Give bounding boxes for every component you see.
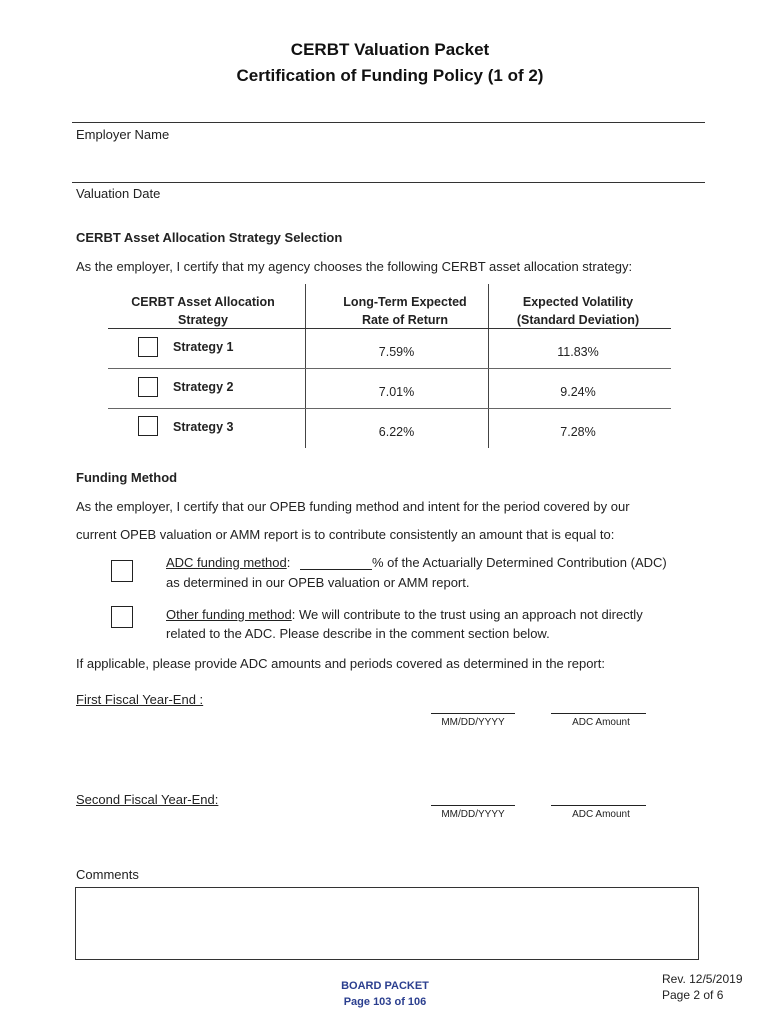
adc-method-line-2: as determined in our OPEB valuation or AMM report. [166, 575, 470, 590]
first-date-caption: MM/DD/YYYY [441, 717, 505, 728]
first-date-input[interactable] [431, 713, 515, 714]
strategy-3-volatility: 7.28% [560, 425, 596, 439]
other-method-line-1 [166, 607, 643, 622]
strategy-2-volatility: 9.24% [560, 385, 596, 399]
strategy-3-rate: 6.22% [378, 425, 415, 439]
employer-name-field[interactable] [180, 150, 700, 174]
page-subtitle: Certification of Funding Policy (1 of 2) [236, 66, 544, 85]
first-amount-caption: ADC Amount [572, 717, 630, 728]
other-method-line-2: related to the ADC. Please describe in the comment section below. [166, 626, 550, 641]
first-fiscal-year-label: First Fiscal Year-End : [76, 692, 204, 707]
adc-percent-input[interactable] [300, 555, 372, 570]
funding-method-intro-1: As the employer, I certify that our OPEB funding method and intent for the period covered by our [76, 499, 630, 514]
table-row-rule [108, 408, 671, 409]
strategy-heading: CERBT Asset Allocation Strategy Selection [76, 230, 343, 245]
column-header-rate-line1: Long-Term Expected [343, 295, 467, 309]
other-method-label: Other funding method [166, 607, 292, 622]
column-header-rate-line2: Rate of Return [361, 313, 449, 327]
strategy-2-rate: 7.01% [378, 385, 415, 399]
other-method-checkbox[interactable] [111, 606, 133, 628]
table-row-rule [108, 368, 671, 369]
employer-name-rule [72, 182, 705, 183]
board-packet-label: BOARD PACKET [341, 980, 429, 992]
employer-name-label: Employer Name [76, 127, 170, 142]
adc-method-line-1 [166, 555, 667, 570]
column-header-strategy [108, 293, 298, 329]
comments-box[interactable] [75, 887, 699, 960]
strategy-1-checkbox[interactable] [138, 337, 158, 357]
strategy-3-checkbox[interactable] [138, 416, 158, 436]
other-method-text: : We will contribute to the trust using an approach not directly [291, 607, 643, 622]
comments-label: Comments [76, 867, 139, 882]
adc-amounts-intro: If applicable, please provide ADC amounts and periods covered as determined in the report: [76, 656, 605, 671]
column-header-strategy-line2: Strategy [177, 313, 229, 327]
second-date-input[interactable] [431, 805, 515, 806]
second-amount-caption: ADC Amount [572, 809, 630, 820]
strategy-1-rate: 7.59% [378, 345, 415, 359]
column-header-strategy-line1: CERBT Asset Allocation [131, 295, 275, 309]
column-header-volatility-line1: Expected Volatility [522, 295, 634, 309]
funding-method-heading: Funding Method [76, 470, 178, 485]
valuation-date-field[interactable] [180, 186, 700, 206]
second-amount-input[interactable] [551, 805, 646, 806]
page-title: CERBT Valuation Packet [290, 40, 490, 59]
adc-method-checkbox[interactable] [111, 560, 133, 582]
table-divider [305, 284, 306, 448]
board-packet-page: Page 103 of 106 [343, 996, 427, 1008]
strategy-2-label: Strategy 2 [173, 380, 234, 394]
strategy-1-volatility: 11.83% [557, 345, 599, 359]
revision-date: Rev. 12/5/2019 [662, 972, 743, 986]
strategy-3-label: Strategy 3 [173, 420, 234, 434]
adc-method-colon: : [286, 555, 291, 570]
table-divider [488, 284, 489, 448]
strategy-1-label: Strategy 1 [173, 340, 234, 354]
column-header-rate [305, 293, 505, 329]
table-header-rule [108, 328, 671, 329]
valuation-date-label: Valuation Date [76, 186, 161, 201]
first-amount-input[interactable] [551, 713, 646, 714]
adc-method-text: % of the Actuarially Determined Contribution (ADC) [371, 555, 667, 570]
top-rule [72, 122, 705, 123]
adc-method-label: ADC funding method [166, 555, 287, 570]
column-header-volatility [488, 293, 668, 329]
strategy-intro: As the employer, I certify that my agency chooses the following CERBT asset allocation strategy: [76, 259, 633, 274]
second-fiscal-year-label: Second Fiscal Year-End: [76, 792, 219, 807]
second-date-caption: MM/DD/YYYY [441, 809, 505, 820]
column-header-volatility-line2: (Standard Deviation) [516, 313, 640, 327]
funding-method-intro-2: current OPEB valuation or AMM report is to contribute consistently an amount that is equal to: [76, 527, 615, 542]
page-number: Page 2 of 6 [662, 988, 724, 1002]
strategy-2-checkbox[interactable] [138, 377, 158, 397]
